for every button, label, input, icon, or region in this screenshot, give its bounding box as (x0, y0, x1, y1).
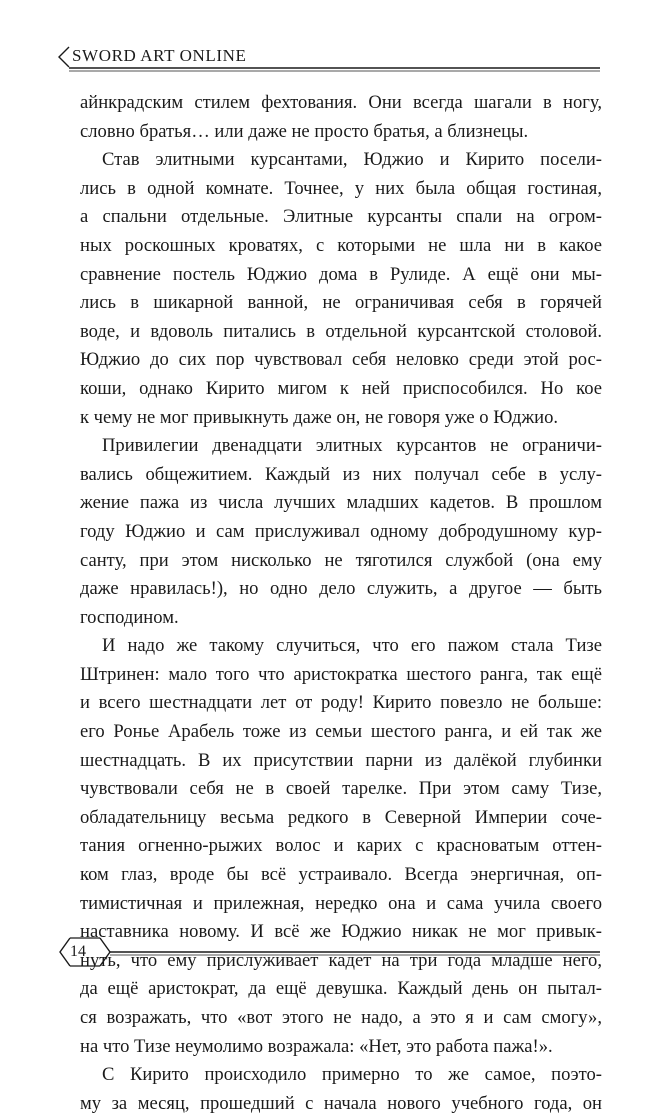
text-line: С Кирито происходило примерно то же самое, поэто- (102, 1064, 602, 1086)
text-line: на что Тизе неумолимо возражала: «Нет, это работа пажа!». (80, 1035, 553, 1057)
book-title: SWORD ART ONLINE (72, 46, 253, 66)
text-line: к чему не мог привыкнуть даже он, не говоря уже о Юджио. (80, 406, 559, 428)
text-line: его Ронье Арабель тоже из семьи шестого ранга, и ей так же (80, 721, 602, 743)
text-line: тимистичная и прилежная, нередко она и сама учила своего (80, 892, 602, 914)
text-line: айнкрадским стилем фехтования. Они всегда шагали в ногу, (80, 92, 602, 113)
text-line: господином. (80, 606, 179, 628)
text-line: да ещё аристократ, да ещё девушка. Каждый день он пытал- (80, 978, 602, 1000)
text-line: Штринен: мало того что аристократка шестого ранга, так ещё (80, 663, 602, 685)
text-line: чувствовали себя не в своей тарелке. При этом саму Тизе, (80, 778, 602, 800)
text-line: лись в шикарной ванной, не ограничивая себя в горячей (80, 292, 602, 314)
text-line: ных роскошных кроватях, с которыми не шла ни в какое (80, 234, 602, 256)
paragraph (80, 89, 602, 146)
page-number: 14 (70, 943, 86, 960)
text-line: лись в одной комнате. Точнее, у них была общая гостиная, (80, 177, 602, 199)
text-line: вались общежитием. Каждый из них получал себе в услу- (80, 463, 602, 485)
running-header (52, 36, 612, 76)
paragraph (80, 632, 602, 1061)
running-footer (52, 934, 612, 970)
text-line: жение пажа из числа лучших младших кадетов. В прошлом (80, 492, 602, 514)
text-line: обладательницу весьма редкого в Северной Империи соче- (80, 806, 602, 828)
text-line: даже нравилась!), но одно дело служить, а другое — быть (80, 578, 602, 600)
text-line: шестнадцать. В их присутствии парни из далёкой глубинки (80, 749, 602, 771)
text-line: Став элитными курсантами, Юджио и Кирито посели- (102, 149, 602, 171)
text-line: и всего шестнадцати лет от роду! Кирито повезло не больше: (80, 692, 602, 714)
text-line: а спальни отдельные. Элитные курсанты спали на огром- (80, 206, 602, 228)
paragraph (80, 1061, 602, 1118)
text-line: санту, при этом нисколько не тяготился службой (она ему (80, 549, 602, 571)
text-line: коши, однако Кирито мигом к ней приспособился. Но кое (80, 377, 602, 399)
text-line: сравнение постель Юджио дома в Рулиде. А ещё они мы- (80, 263, 602, 285)
text-line: ком глаз, вроде бы всё устраивало. Всегда энергичная, оп- (80, 864, 602, 886)
text-line: И надо же такому случиться, что его пажом стала Тизе (102, 635, 602, 657)
text-line: Юджио до сих пор чувствовал себя неловко среди этой рос- (80, 349, 602, 371)
footer-ornament-icon (52, 934, 612, 970)
text-line: тания огненно-рыжих волос и карих с красноватым оттен- (80, 835, 602, 857)
text-line: ся возражать, что «вот этого не надо, а это я и сам смогу», (80, 1007, 602, 1028)
paragraph (80, 146, 602, 432)
text-line: нуть, что ему прислуживает кадет на три года младше него, (80, 949, 602, 971)
paragraph (80, 432, 602, 632)
text-line: Привилегии двенадцати элитных курсантов не ограничи- (102, 435, 602, 457)
text-line: году Юджио и сам прислуживал одному добродушному кур- (80, 520, 602, 542)
text-line: воде, и вдоволь питались в отдельной курсантской столовой. (80, 320, 602, 342)
text-line: му за месяц, прошедший с начала нового учебного года, он (80, 1092, 602, 1114)
text-line: словно братья… или даже не просто братья, а близнецы. (80, 120, 529, 142)
text-line: наставника новому. И всё же Юджио никак не мог привык- (80, 921, 602, 943)
